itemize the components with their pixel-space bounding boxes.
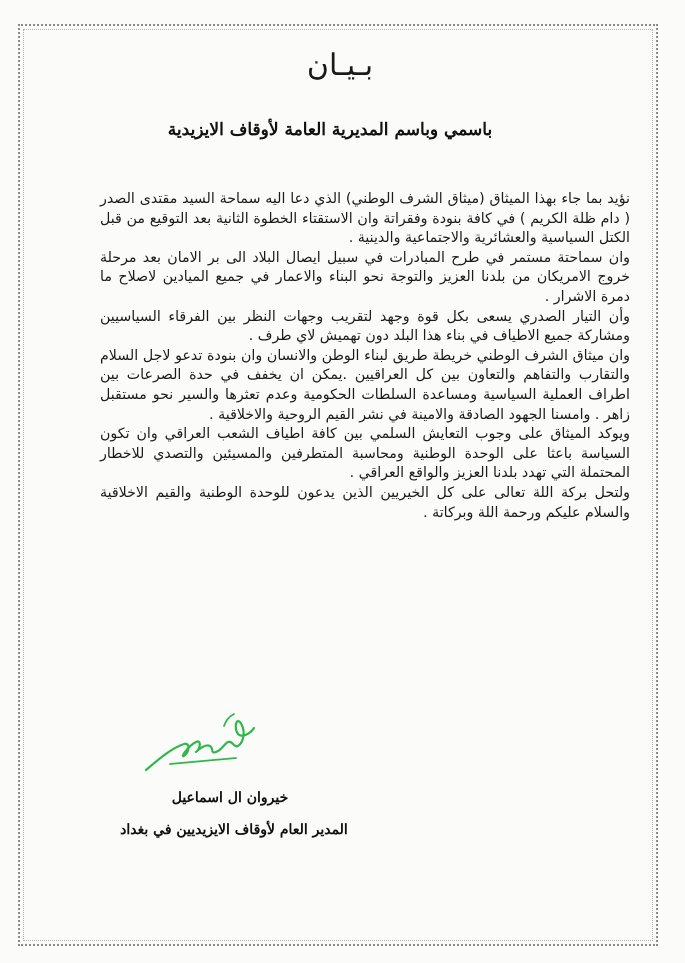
handwritten-signature: [140, 708, 260, 788]
document-body: [100, 190, 630, 523]
signer-title: المدير العام لأوقاف الايزيديين في بغداد: [120, 822, 348, 838]
body-paragraph: وأن التيار الصدري يسعى بكل قوة وجهد لتقريب وجهات النظر بين الفرقاء السياسيين ومشاركة جميع الاطياف في بناء هذا البلد دون تهميش لاي طرف .: [100, 308, 630, 345]
body-paragraph: وان ميثاق الشرف الوطني خريطة طريق لبناء الوطن والانسان وان بنودة تدعو لاجل السلام والتقارب والتفاهم والتعاون بين كل العراقيين .يمكن ان يخفف في حدة الصرعات بين اطراف العملية السياسية ومساعدة السلطات الحكومية وعدم تعثرها والسير نحو مستقبل زاهر . وامسنا الجهود الصادقة والامينة في نشر القيم الروحية والاخلاقية .: [100, 347, 630, 423]
body-paragraph: وان سماحتة مستمر في طرح المبادرات في سبيل ايصال البلاد الى بر الامان بعد مرحلة خروج الامريكان من بلدنا العزيز والتوجة نحو البناء والاعمار في جميع الميادين لاصلاح ما دمرة الاشرار .: [100, 249, 630, 305]
signer-name: خيروان ال اسماعيل: [171, 790, 289, 806]
body-paragraph: ويوكد الميثاق على وجوب التعايش السلمي بين كافة اطياف الشعب العراقي وان تكون السياسة باعثا على الوحدة الوطنية ومحاسبة المتطرفين والمسيئين والتصدي للاخطار المحتملة التي تهدد بلدنا العزيز والواقع العراقي .: [100, 426, 630, 482]
document-heading: بـيـان: [306, 48, 374, 83]
document-title: باسمي وباسم المديرية العامة لأوقاف الايزيدية: [167, 120, 493, 140]
body-paragraph: نؤيد بما جاء بهذا الميثاق (ميثاق الشرف الوطني) الذي دعا اليه سماحة السيد مقتدى الصدر ( دام ظلة الكريم ) في كافة بنودة وفقراتة وان الاستقتاء الخطوة الثانية بعد التوقيع من قبل الكتل السياسية والعشائرية والاجتماعية والدينية .: [100, 191, 630, 247]
body-paragraph: ولتحل بركة اللة تعالى على كل الخيريين الذين يدعون للوحدة الوطنية والقيم الاخلاقية والسلام عليكم ورحمة اللة وبركاتة .: [100, 484, 630, 521]
